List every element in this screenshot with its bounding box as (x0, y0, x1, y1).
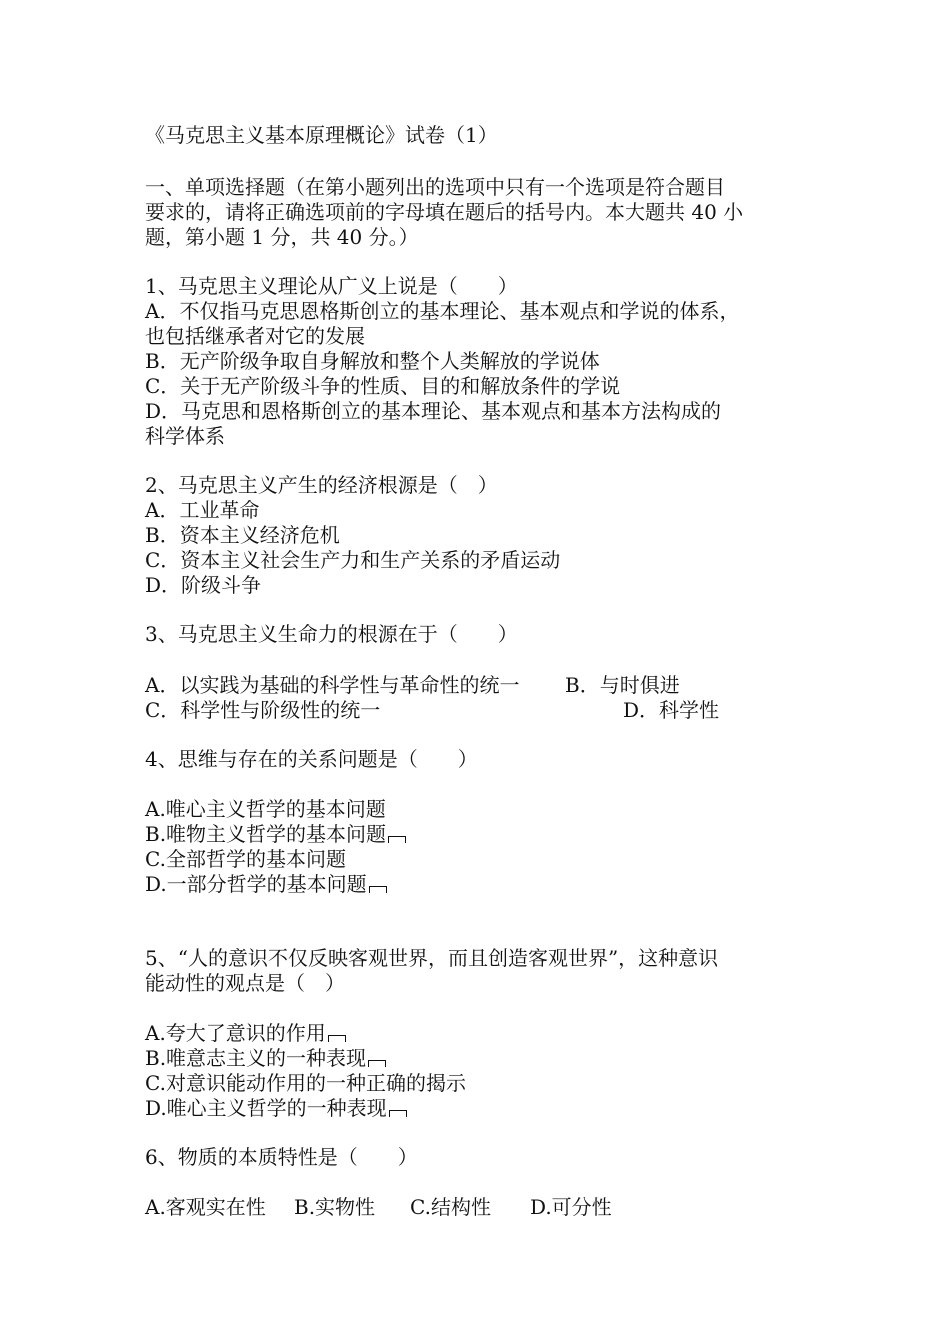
q1-option-a-line-2: 也包括继承者对它的发展 (145, 324, 365, 348)
bracket-mark-icon (369, 886, 387, 893)
q5-option-b: B.唯意志主义的一种表现 (145, 1046, 367, 1070)
q2-option-b: B．资本主义经济危机 (145, 523, 340, 547)
bracket-mark-icon (368, 1060, 386, 1067)
q2-option-c: C．资本主义社会生产力和生产关系的矛盾运动 (145, 548, 561, 572)
bracket-mark-icon (328, 1035, 346, 1042)
q5-option-b-row (145, 1046, 386, 1071)
q6-option-a: A.客观实在性 (145, 1195, 266, 1219)
q2-option-a: A．工业革命 (145, 498, 260, 522)
q3-option-a: A．以实践为基础的科学性与革命性的统一 (145, 673, 520, 697)
q3-option-d: D．科学性 (623, 698, 720, 722)
q2-stem: 2、马克思主义产生的经济根源是（ ） (145, 473, 498, 497)
q6-stem: 6、物质的本质特性是（ ） (145, 1145, 418, 1169)
section-instructions-line-3: 题，第小题 1 分，共 40 分。） (145, 225, 419, 249)
q4-option-b: B.唯物主义哲学的基本问题 (145, 822, 387, 846)
q4-stem: 4、思维与存在的关系问题是（ ） (145, 747, 478, 771)
q4-option-d-row (145, 872, 387, 897)
q5-option-d: D.唯心主义哲学的一种表现 (145, 1096, 387, 1120)
q5-stem-line-1: 5、“人的意识不仅反映客观世界，而且创造客观世界”，这种意识 (145, 946, 719, 970)
q5-option-a-row (145, 1021, 346, 1046)
q4-option-b-row (145, 822, 406, 847)
q6-option-c: C.结构性 (410, 1195, 491, 1219)
q3-option-c: C．科学性与阶级性的统一 (145, 698, 381, 722)
q1-option-a-line-1: A．不仅指马克思恩格斯创立的基本理论、基本观点和学说的体系， (145, 299, 740, 323)
q4-option-c: C.全部哲学的基本问题 (145, 847, 346, 871)
bracket-mark-icon (389, 1110, 407, 1117)
q1-option-b: B．无产阶级争取自身解放和整个人类解放的学说体 (145, 349, 600, 373)
section-instructions-line-2: 要求的，请将正确选项前的字母填在题后的括号内。本大题共 40 小 (145, 200, 744, 224)
q4-option-a: A.唯心主义哲学的基本问题 (145, 797, 386, 821)
q5-option-d-row (145, 1096, 407, 1121)
q1-option-d-line-1: D．马克思和恩格斯创立的基本理论、基本观点和基本方法构成的 (145, 399, 722, 423)
q5-stem-line-2: 能动性的观点是（ ） (145, 971, 345, 995)
q6-option-d: D.可分性 (530, 1195, 612, 1219)
q6-option-b: B.实物性 (294, 1195, 376, 1219)
section-instructions-line-1: 一、单项选择题（在第小题列出的选项中只有一个选项是符合题目 (145, 175, 725, 199)
q2-option-d: D．阶级斗争 (145, 573, 262, 597)
exam-title: 《马克思主义基本原理概论》试卷（1） (145, 123, 498, 147)
q3-option-b: B．与时俱进 (565, 673, 680, 697)
bracket-mark-icon (388, 836, 406, 843)
q5-option-c: C.对意识能动作用的一种正确的揭示 (145, 1071, 466, 1095)
q1-option-d-line-2: 科学体系 (145, 424, 225, 448)
q1-option-c: C．关于无产阶级斗争的性质、目的和解放条件的学说 (145, 374, 621, 398)
q5-option-a: A.夸大了意识的作用 (145, 1021, 326, 1045)
q1-stem: 1、马克思主义理论从广义上说是（ ） (145, 274, 518, 298)
q4-option-d: D.一部分哲学的基本问题 (145, 872, 367, 896)
q3-stem: 3、马克思主义生命力的根源在于（ ） (145, 622, 518, 646)
